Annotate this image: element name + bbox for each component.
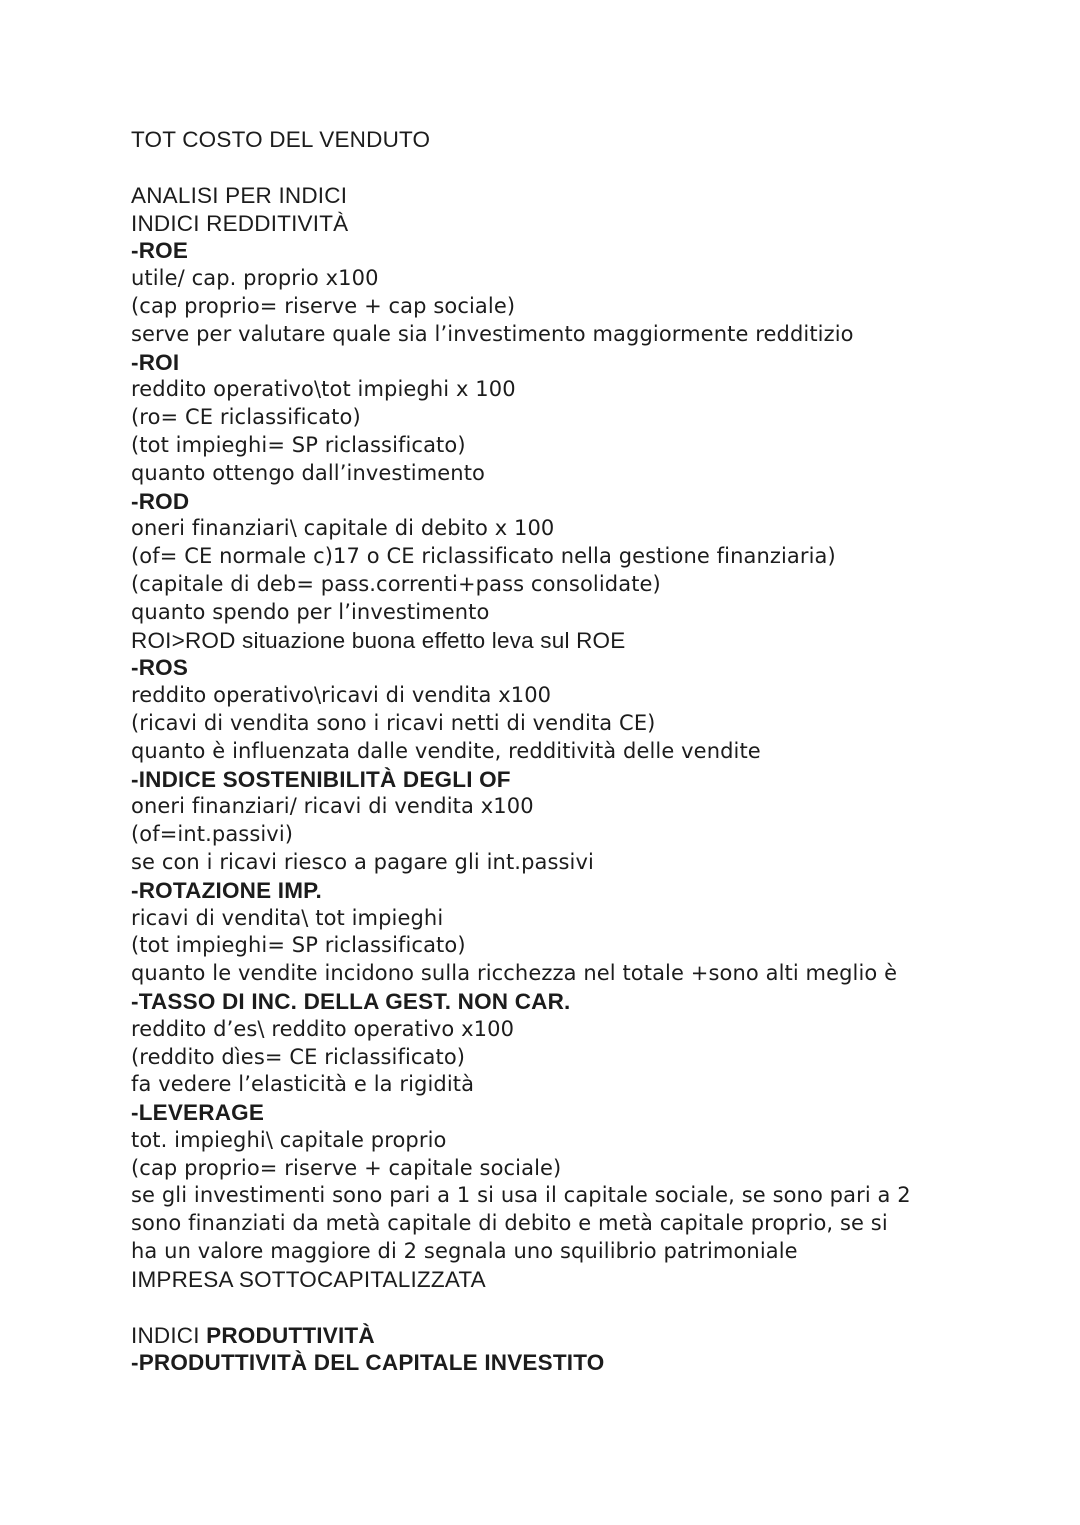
rod-line: oneri finanziari\ capitale di debito x 100 [131,516,555,541]
index-name-sostenibilita: -INDICE SOSTENIBILITÀ DEGLI OF [131,766,511,792]
heading-bold-word: PRODUTTIVITÀ [206,1322,375,1348]
index-name-leverage: -LEVERAGE [131,1100,265,1126]
index-name-rotazione: -ROTAZIONE IMP. [131,877,322,903]
spacer [131,1294,1031,1322]
sostenibilita-line: oneri finanziari/ ricavi di vendita x100 [131,794,534,819]
leverage-line: se gli investimenti sono pari a 1 si usa il capitale sociale, se sono pari a 2 [131,1183,911,1208]
index-name-roe: -ROE [131,238,189,264]
sostenibilita-line: (of=int.passivi) [131,822,294,847]
index-name-produttivita-capitale: -PRODUTTIVITÀ DEL CAPITALE INVESTITO [131,1350,605,1376]
roe-line: serve per valutare quale sia l’investimento maggiormente redditizio [131,321,854,346]
ros-line: reddito operativo\ricavi di vendita x100 [131,683,552,708]
roi-line: (ro= CE riclassificato) [131,405,361,430]
rod-line: (capitale di deb= pass.correnti+pass consolidate) [131,571,661,596]
rod-line: (of= CE normale c)17 o CE riclassificato nella gestione finanziaria) [131,544,836,569]
index-name-roi: -ROI [131,349,180,375]
rotazione-line: (tot impieghi= SP riclassificato) [131,933,466,958]
ros-line: (ricavi di vendita sono i ricavi netti di vendita CE) [131,710,656,735]
section-subheading-redditivita: INDICI REDDITIVITÀ [131,210,349,236]
roi-line: quanto ottengo dall’investimento [131,460,485,485]
section-heading-produttivita [131,1322,1031,1350]
leverage-line: IMPRESA SOTTOCAPITALIZZATA [131,1266,486,1292]
section-heading-analisi: ANALISI PER INDICI [131,182,348,208]
spacer [131,154,1031,182]
document-page [131,126,1031,1377]
leverage-line: sono finanziati da metà capitale di debito e metà capitale proprio, se si [131,1211,888,1236]
tasso-line: (reddito dìes= CE riclassificato) [131,1044,466,1069]
index-name-tasso: -TASSO DI INC. DELLA GEST. NON CAR. [131,988,571,1014]
page-title: TOT COSTO DEL VENDUTO [131,127,431,152]
ros-line: quanto è influenzata dalle vendite, redditività delle vendite [131,738,761,763]
rod-line: quanto spendo per l’investimento [131,599,490,624]
index-name-rod: -ROD [131,488,190,514]
heading-prefix: INDICI [131,1322,207,1348]
leverage-line: ha un valore maggiore di 2 segnala uno squilibrio patrimoniale [131,1239,798,1264]
tasso-line: reddito d’es\ reddito operativo x100 [131,1016,515,1041]
roe-line: (cap proprio= riserve + cap sociale) [131,293,516,318]
rotazione-line: quanto le vendite incidono sulla ricchezza nel totale +sono alti meglio è [131,961,898,986]
roi-line: (tot impieghi= SP riclassificato) [131,432,466,457]
roi-line: reddito operativo\tot impieghi x 100 [131,377,516,402]
roe-line: utile/ cap. proprio x100 [131,266,379,291]
rod-line: ROI>ROD situazione buona effetto leva sul ROE [131,627,626,653]
leverage-line: (cap proprio= riserve + capitale sociale) [131,1155,562,1180]
rotazione-line: ricavi di vendita\ tot impieghi [131,905,444,930]
leverage-line: tot. impieghi\ capitale proprio [131,1127,447,1152]
sostenibilita-line: se con i ricavi riesco a pagare gli int.passivi [131,849,594,874]
index-name-ros: -ROS [131,655,189,681]
tasso-line: fa vedere l’elasticità e la rigidità [131,1072,475,1097]
